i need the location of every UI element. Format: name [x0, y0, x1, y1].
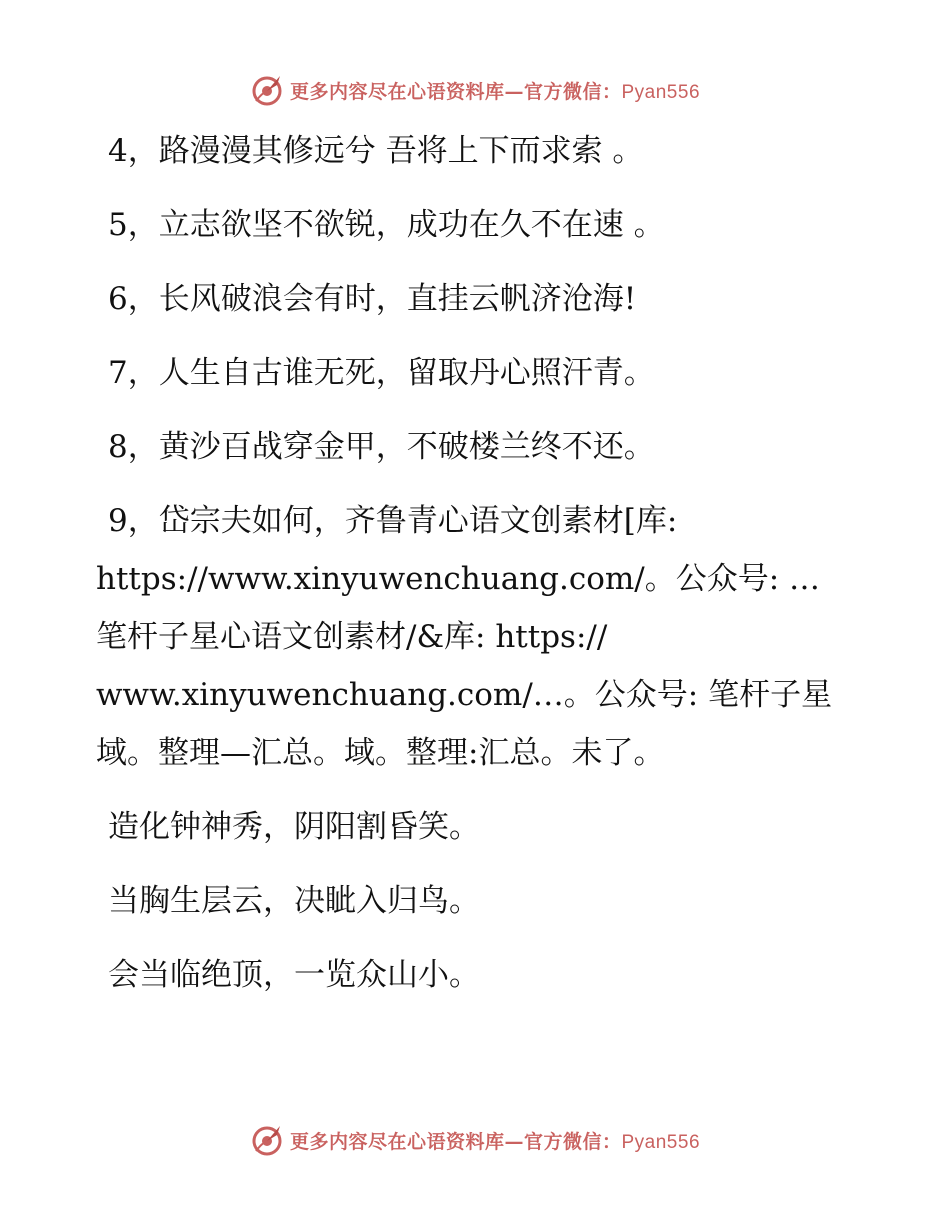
quill-logo-icon: [250, 1123, 284, 1157]
header-watermark: [0, 70, 950, 110]
paragraph-line: www.xinyuwenchuang.com/…。公众号: 笔杆子星: [96, 677, 833, 713]
header-watermark-label: 更多内容尽在心语资料库—官方微信：: [289, 80, 622, 103]
document-body: [96, 122, 856, 1004]
paragraph-line: 笔杆子星心语文创素材/&库: https://: [96, 619, 608, 655]
footer-watermark-handle: Pyan556: [621, 1131, 701, 1153]
poem-line: 会当临绝顶，一览众山小。: [108, 957, 480, 993]
poem-block: [96, 798, 856, 1004]
paragraph-line: https://www.xinyuwenchuang.com/。公众号: …: [96, 561, 821, 597]
verse-line-4: 4，路漫漫其修远兮 吾将上下而求索 。: [108, 133, 644, 169]
paragraph-line: 9，岱宗夫如何，齐鲁青心语文创素材[库:: [108, 503, 678, 539]
footer-watermark-text: [290, 1127, 700, 1154]
verse-line-5: 5，立志欲坚不欲锐，成功在久不在速 。: [108, 207, 665, 243]
footer-watermark-inner: [250, 1123, 700, 1157]
header-watermark-text: [290, 77, 700, 104]
verse-line-6: 6，长风破浪会有时，直挂云帆济沧海!: [108, 281, 637, 317]
quill-logo-icon: [250, 73, 284, 107]
poem-line: 造化钟神秀，阴阳割昏笑。: [108, 809, 480, 845]
footer-watermark: [0, 1120, 950, 1160]
poem-line: 当胸生层云，决眦入归鸟。: [108, 883, 480, 919]
verse-line-7: 7，人生自古谁无死，留取丹心照汗青。: [108, 355, 655, 391]
footer-watermark-label: 更多内容尽在心语资料库—官方微信：: [289, 1130, 622, 1153]
verse-line-8: 8，黄沙百战穿金甲，不破楼兰终不还。: [108, 429, 655, 465]
paragraph-line: 域。整理—汇总。域。整理:汇总。未了。: [96, 735, 665, 771]
header-watermark-inner: [250, 73, 700, 107]
header-watermark-handle: Pyan556: [621, 81, 701, 103]
verse-paragraph-9: [96, 492, 856, 782]
